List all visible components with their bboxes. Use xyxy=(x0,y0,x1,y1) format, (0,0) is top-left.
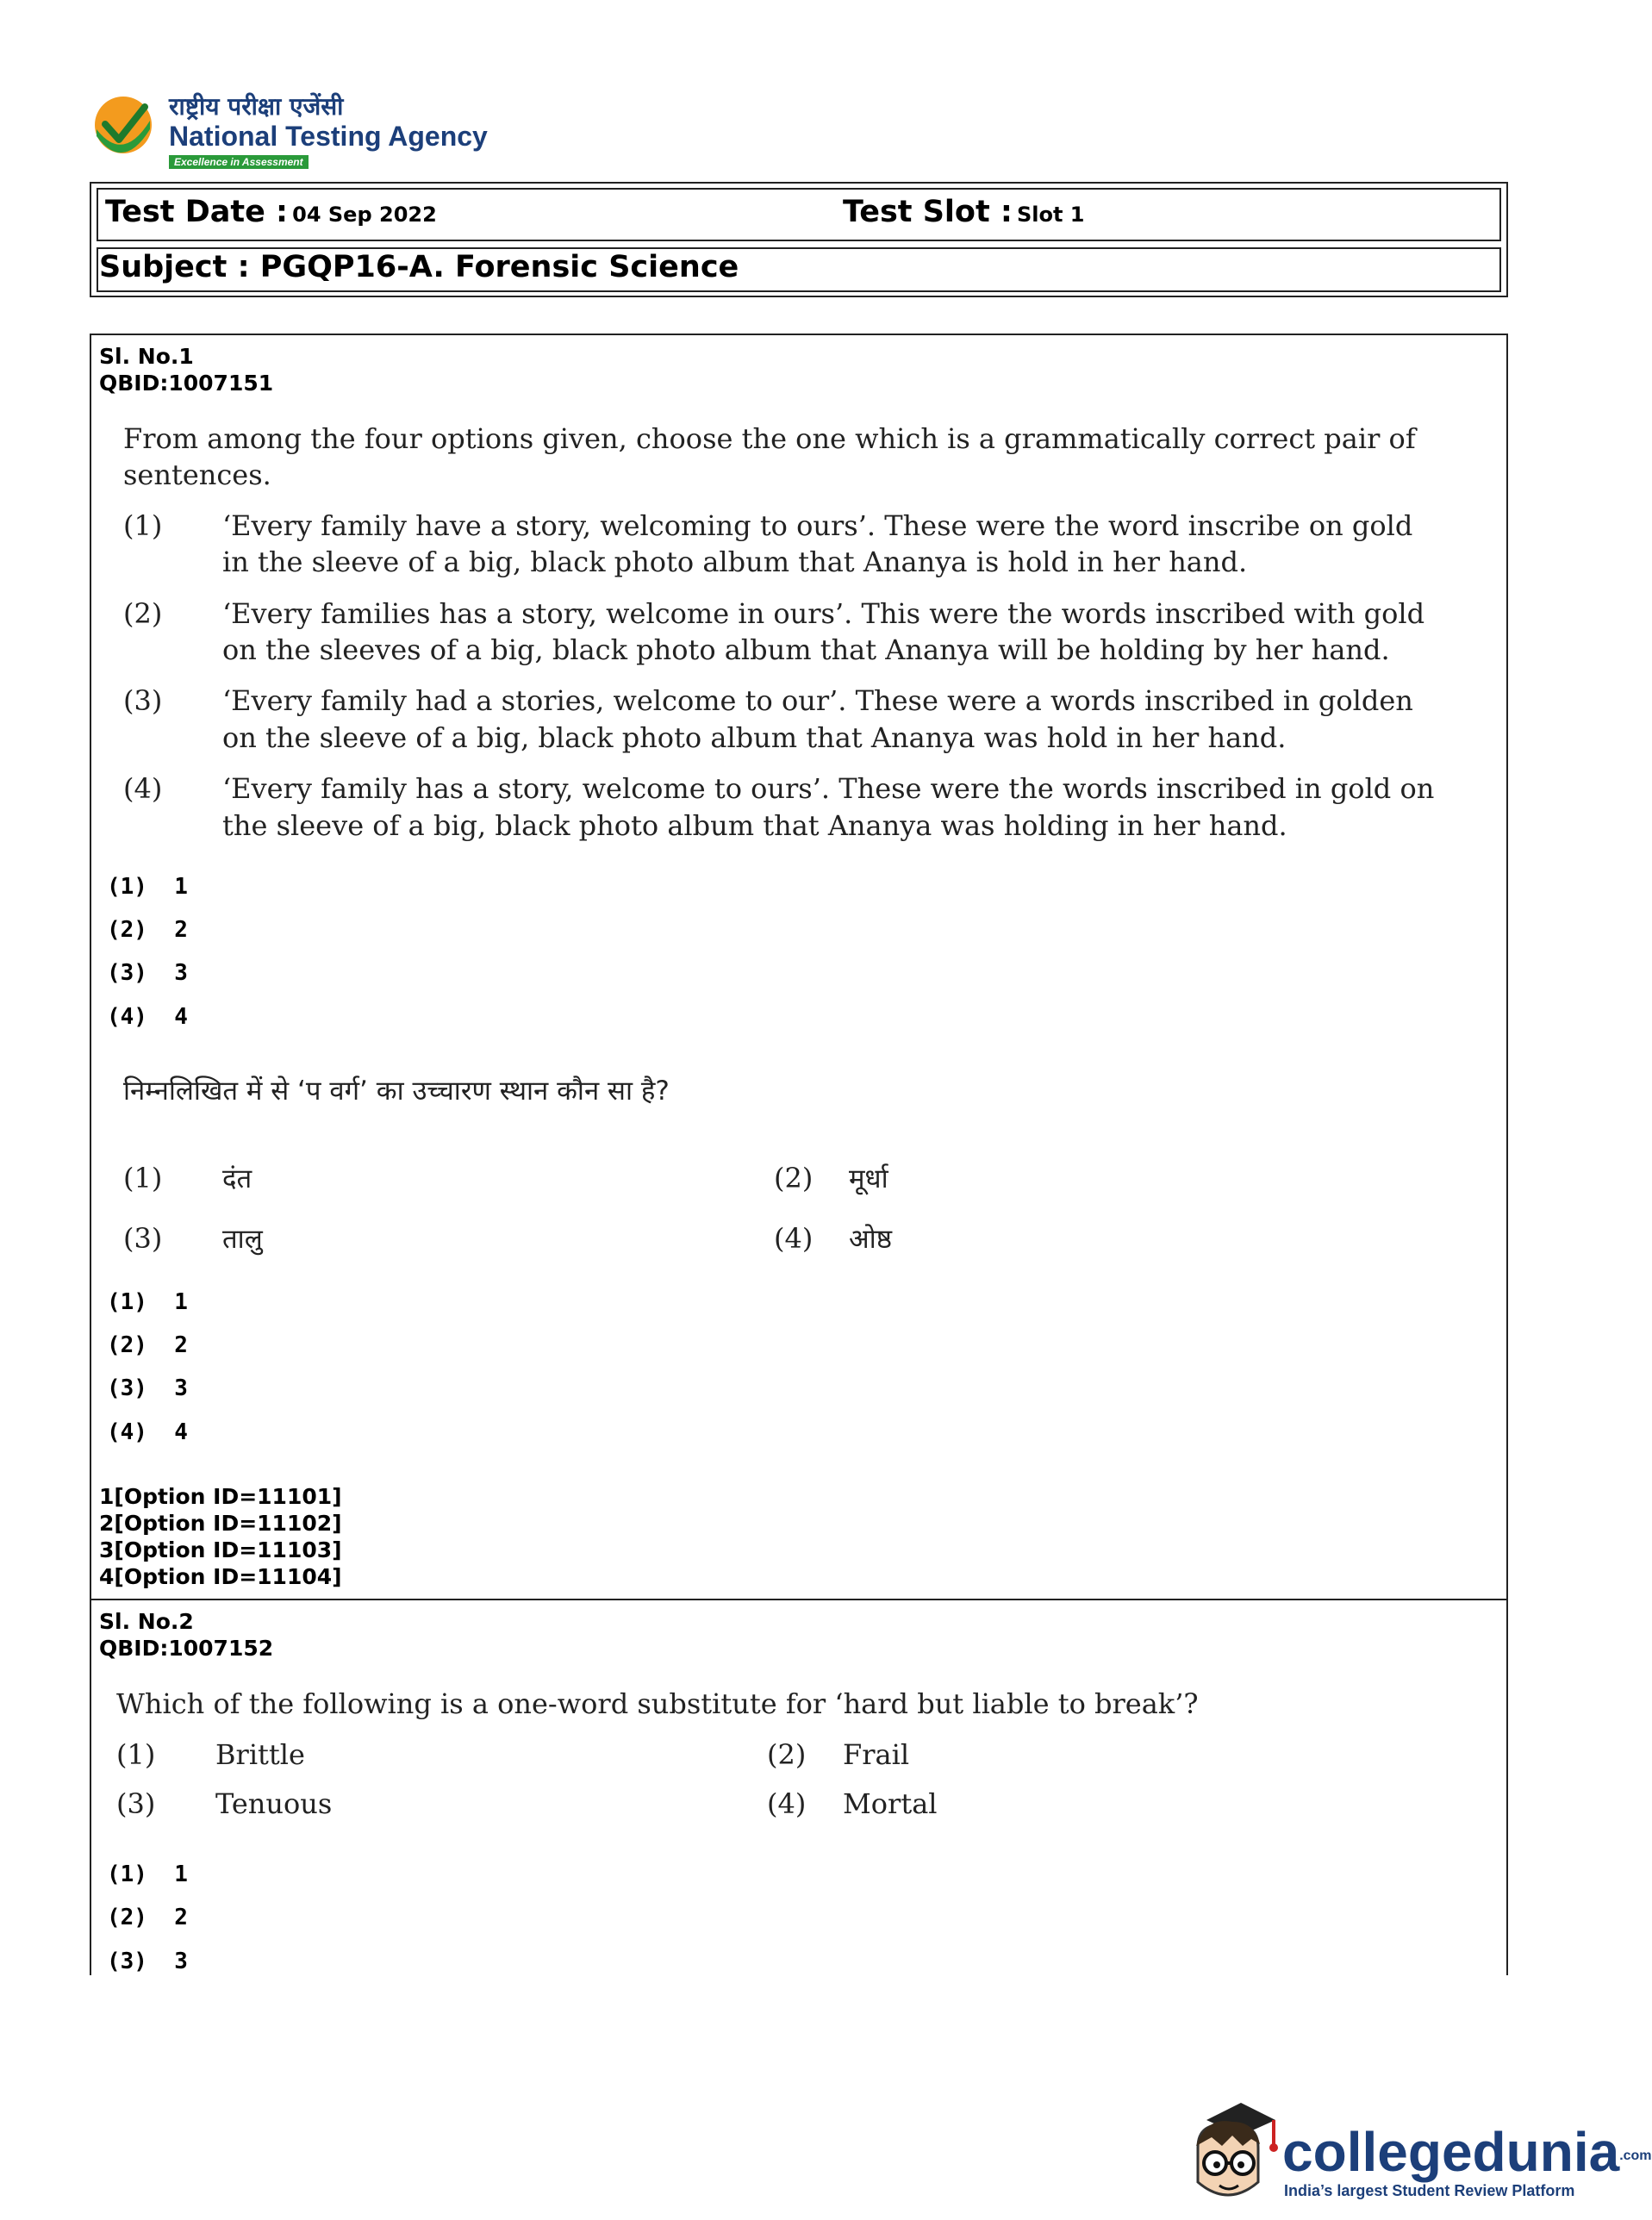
q1-qbid: QBID:1007151 xyxy=(99,371,274,396)
q1-choice-text: in the sleeve of a big, black photo album that Ananya is hold in her hand. xyxy=(222,546,1248,578)
hindi-choice-num: (3) xyxy=(123,1222,163,1255)
q1-answer-option[interactable]: (1) 1 xyxy=(107,874,188,900)
q1-stem-line2: sentences. xyxy=(123,458,271,491)
logo-english-name: National Testing Agency xyxy=(169,121,488,152)
q1-answer-option[interactable]: (4) 4 xyxy=(107,1004,188,1030)
question-divider xyxy=(90,1599,1508,1600)
q1-choice-num: (4) xyxy=(123,772,163,805)
hindi-answer-option[interactable]: (2) 2 xyxy=(107,1332,188,1358)
hindi-choice-text: दंत xyxy=(222,1163,252,1194)
q2-choice-num: (2) xyxy=(767,1738,807,1771)
q2-choice-num: (1) xyxy=(116,1738,156,1771)
collegedunia-com: .com xyxy=(1619,2148,1652,2164)
mascot-icon xyxy=(1172,2096,1284,2217)
q1-choice-text: ‘Every family had a stories, welcome to our’. These were a words inscribed in golden xyxy=(222,684,1413,717)
test-date xyxy=(105,195,437,229)
hindi-choice-text: तालु xyxy=(222,1224,263,1255)
q2-choice-num: (3) xyxy=(116,1787,156,1820)
q1-choice-text: ‘Every family have a story, welcoming to ours’. These were the word inscribe on gold xyxy=(222,509,1413,542)
option-id: 3[Option ID=11103] xyxy=(99,1537,342,1562)
q1-stem-line1: From among the four options given, choose the one which is a grammatically correct pair of xyxy=(123,422,1416,455)
hindi-choice-text: मूर्धा xyxy=(849,1163,888,1194)
q1-choice-text: ‘Every family has a story, welcome to ours’. These were the words inscribed in gold on xyxy=(222,772,1435,805)
question-panel xyxy=(90,334,1508,1975)
logo-tagline: Excellence in Assessment xyxy=(169,155,309,169)
q2-answer-option[interactable]: (3) 3 xyxy=(107,1949,188,1974)
hindi-choice-num: (1) xyxy=(123,1162,163,1194)
q2-choice-text: Brittle xyxy=(215,1738,305,1771)
hindi-choice-text: ओष्ठ xyxy=(849,1224,892,1255)
q2-answer-option[interactable]: (2) 2 xyxy=(107,1905,188,1930)
collegedunia-brand xyxy=(1282,2120,1652,2184)
test-date-value: 04 Sep 2022 xyxy=(292,203,437,227)
q1-answer-option[interactable]: (3) 3 xyxy=(107,960,188,986)
q1-choice-num: (2) xyxy=(123,597,163,630)
hindi-stem: निम्नलिखित में से ‘प वर्ग’ का उच्चारण स्थान कौन सा है? xyxy=(123,1076,670,1107)
option-id: 1[Option ID=11101] xyxy=(99,1484,342,1509)
q1-choice-num: (1) xyxy=(123,509,163,542)
collegedunia-brand-text: collegedunia xyxy=(1282,2121,1620,2183)
q2-sl-no: Sl. No.2 xyxy=(99,1609,194,1634)
q1-choice-text: ‘Every families has a story, welcome in ours’. This were the words inscribed with gold xyxy=(222,597,1425,630)
q2-stem: Which of the following is a one-word substitute for ‘hard but liable to break’? xyxy=(116,1687,1199,1720)
hindi-answer-option[interactable]: (1) 1 xyxy=(107,1289,188,1315)
q1-sl-no: Sl. No.1 xyxy=(99,344,194,369)
nta-logo-icon xyxy=(93,95,153,155)
logo-hindi-name: राष्ट्रीय परीक्षा एजेंसी xyxy=(169,92,344,121)
hindi-answer-option[interactable]: (3) 3 xyxy=(107,1375,188,1401)
test-date-label: Test Date : xyxy=(105,195,289,229)
q2-choice-text: Mortal xyxy=(843,1787,938,1820)
q2-choice-text: Frail xyxy=(843,1738,910,1771)
subject-title: Subject : PGQP16-A. Forensic Science xyxy=(99,250,739,284)
q2-answer-option[interactable]: (1) 1 xyxy=(107,1861,188,1887)
option-id: 2[Option ID=11102] xyxy=(99,1511,342,1536)
hindi-choice-num: (4) xyxy=(774,1222,814,1255)
hindi-choice-num: (2) xyxy=(774,1162,814,1194)
q2-qbid: QBID:1007152 xyxy=(99,1636,274,1661)
test-slot xyxy=(843,195,1085,229)
option-id: 4[Option ID=11104] xyxy=(99,1564,342,1589)
q1-answer-option[interactable]: (2) 2 xyxy=(107,917,188,943)
q1-choice-text: the sleeve of a big, black photo album that Ananya was holding in her hand. xyxy=(222,809,1287,842)
test-slot-label: Test Slot : xyxy=(843,195,1013,229)
q2-choice-num: (4) xyxy=(767,1787,807,1820)
q2-choice-text: Tenuous xyxy=(215,1787,333,1820)
test-slot-value: Slot 1 xyxy=(1016,203,1085,227)
q1-choice-num: (3) xyxy=(123,684,163,717)
q1-choice-text: on the sleeves of a big, black photo album that Ananya will be holding by her hand. xyxy=(222,633,1390,666)
hindi-answer-option[interactable]: (4) 4 xyxy=(107,1419,188,1445)
collegedunia-tagline: India’s largest Student Review Platform xyxy=(1284,2182,1575,2199)
q1-choice-text: on the sleeve of a big, black photo album that Ananya was hold in her hand. xyxy=(222,721,1287,754)
